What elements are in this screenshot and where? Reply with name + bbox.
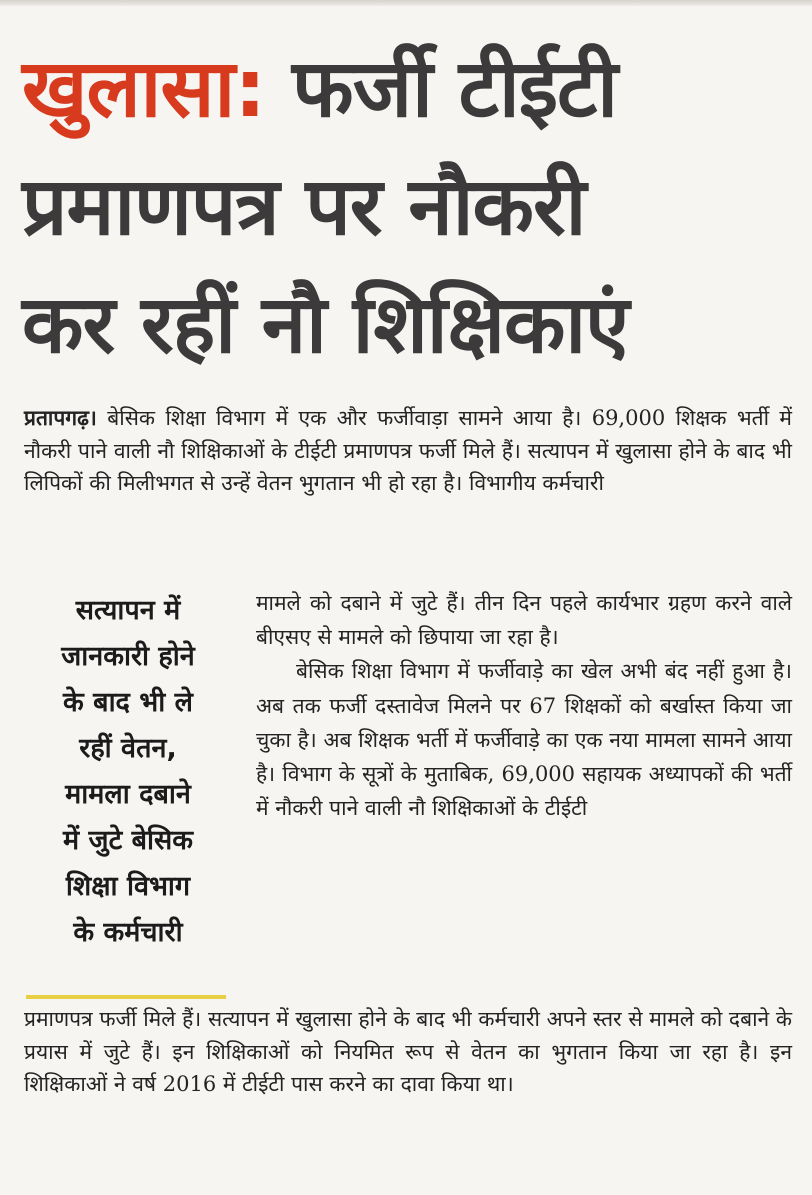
pull-quote-line: के बाद भी ले bbox=[63, 687, 193, 718]
article-closing bbox=[24, 1003, 792, 1101]
pull-quote-rule bbox=[26, 995, 226, 999]
top-border bbox=[0, 0, 812, 6]
pull-quote-line: में जुटे बेसिक bbox=[63, 825, 193, 856]
headline-line-3: कर रहीं नौ शिक्षिकाएं bbox=[22, 278, 629, 371]
pull-quote-line: के कर्मचारी bbox=[73, 917, 183, 948]
headline-kicker: खुलासा: bbox=[22, 42, 266, 135]
headline-line-1-text: फर्जी टीईटी bbox=[265, 42, 618, 135]
headline-line-2: प्रमाणपत्र पर नौकरी bbox=[22, 160, 586, 253]
pull-quote-line: सत्यापन में bbox=[75, 595, 181, 626]
intro-text: बेसिक शिक्षा विभाग में एक और फर्जीवाड़ा सामने आया है। 69,000 शिक्षक भर्ती में नौकरी पाने वाली नौ शिक्षिकाओं के टीईटी प्रमाणपत्र फर्जी मिले हैं। सत्यापन में खुलासा होने के बाद भी लिपिकों की मिलीभगत से उन्हें वेतन भुगतान भी हो रहा है। विभागीय कर्मचारी bbox=[24, 406, 792, 496]
headline bbox=[22, 30, 802, 384]
pull-quote bbox=[22, 588, 234, 956]
pull-quote-line: जानकारी होने bbox=[61, 641, 195, 672]
pull-quote-line: रहीं वेतन, bbox=[79, 733, 177, 764]
closing-paragraph: प्रमाणपत्र फर्जी मिले हैं। सत्यापन में खुलासा होने के बाद भी कर्मचारी अपने स्तर से मामले को दबाने के प्रयास में जुटे हैं। इन शिक्षिकाओं को नियमित रूप से वेतन का भुगतान किया जा रहा है। इन शिक्षिकाओं ने वर्ष 2016 में टीईटी पास करने का दावा किया था। bbox=[24, 1007, 792, 1097]
intro-paragraph bbox=[24, 402, 792, 500]
article-column bbox=[256, 586, 792, 825]
headline-line-1 bbox=[22, 30, 802, 148]
column-paragraph-2: बेसिक शिक्षा विभाग में फर्जीवाड़े का खेल अभी बंद नहीं हुआ है। अब तक फर्जी दस्तावेज मिलने पर 67 शिक्षकों को बर्खास्त किया जा चुका है। अब शिक्षक भर्ती में फर्जीवाड़े का एक नया मामला सामने आया है। विभाग के सूत्रों के मुताबिक, 69,000 सहायक अध्यापकों की भर्ती में नौकरी पाने वाली नौ शिक्षिकाओं के टीईटी bbox=[256, 659, 792, 821]
column-paragraph-1: मामले को दबाने में जुटे हैं। तीन दिन पहले कार्यभार ग्रहण करने वाले बीएसए से मामले को छिपाया जा रहा है। bbox=[256, 591, 792, 650]
pull-quote-line: मामला दबाने bbox=[65, 779, 191, 810]
pull-quote-line: शिक्षा विभाग bbox=[65, 871, 191, 902]
article-intro bbox=[24, 402, 792, 500]
dateline: प्रतापगढ़। bbox=[24, 405, 97, 430]
